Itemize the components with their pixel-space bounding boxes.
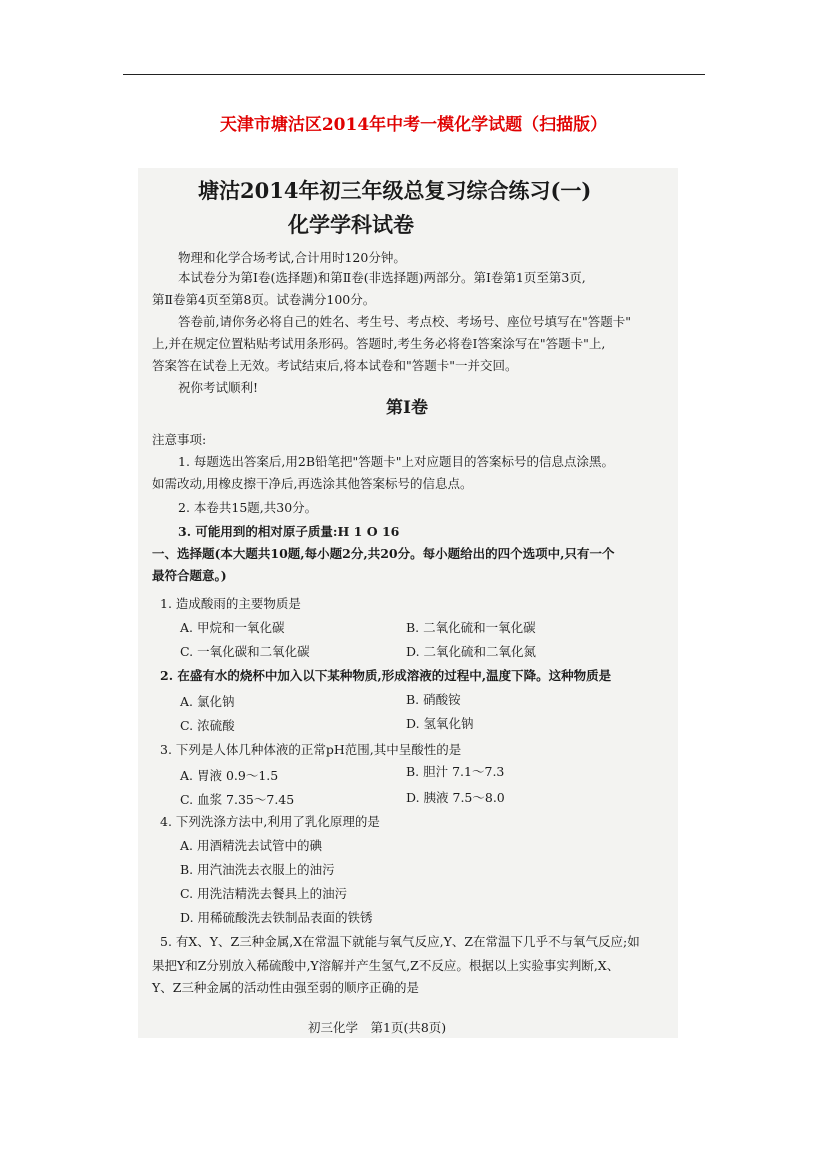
question-stem: 4. 下列洗涤方法中,利用了乳化原理的是	[160, 814, 380, 829]
note-line: 如需改动,用橡皮擦干净后,再选涂其他答案标号的信息点。	[152, 476, 473, 491]
note-line: 1. 每题选出答案后,用2B铅笔把"答题卡"上对应题目的答案标号的信息点涂黑。	[178, 454, 615, 469]
page-footer: 初三化学 第1页(共8页)	[308, 1020, 447, 1035]
option-a: A. 甲烷和一氧化碳	[180, 620, 285, 635]
intro-line: 祝你考试顺利!	[178, 380, 259, 395]
intro-line: 答卷前,请你务必将自己的姓名、考生号、考点校、考场号、座位号填写在"答题卡"	[178, 314, 631, 329]
option-c: C. 浓硫酸	[180, 718, 235, 733]
scanned-exam-page	[138, 168, 678, 1038]
question-stem: 5. 有X、Y、Z三种金属,X在常温下就能与氧气反应,Y、Z在常温下几乎不与氧气反应;如	[160, 934, 640, 949]
top-rule	[123, 74, 705, 75]
question-stem: 1. 造成酸雨的主要物质是	[160, 596, 301, 611]
option-b: B. 硝酸铵	[406, 692, 461, 707]
exam-subtitle: 化学学科试卷	[288, 212, 414, 237]
option-c: C. 一氧化碳和二氧化碳	[180, 644, 310, 659]
intro-line: 答案答在试卷上无效。考试结束后,将本试卷和"答题卡"一并交回。	[152, 358, 518, 373]
question-stem: 2. 在盛有水的烧杯中加入以下某种物质,形成溶液的过程中,温度下降。这种物质是	[160, 668, 612, 683]
section-title: 一、选择题(本大题共10题,每小题2分,共20分。每小题给出的四个选项中,只有一个	[152, 546, 615, 561]
option-d: D. 二氧化硫和二氧化氮	[406, 644, 537, 659]
intro-line: 第Ⅱ卷第4页至第8页。试卷满分100分。	[152, 292, 376, 307]
option-d: D. 胰液 7.5～8.0	[406, 790, 505, 805]
note-line: 2. 本卷共15题,共30分。	[178, 500, 318, 515]
notes-title: 注意事项:	[152, 432, 207, 447]
option-c: C. 血浆 7.35～7.45	[180, 792, 295, 807]
question-stem: 3. 下列是人体几种体液的正常pH范围,其中呈酸性的是	[160, 742, 462, 757]
volume-title: 第Ⅰ卷	[386, 398, 428, 418]
option-a: A. 胃液 0.9～1.5	[180, 768, 279, 783]
option-a: A. 用酒精洗去试管中的碘	[180, 838, 322, 853]
document-title: 天津市塘沽区2014年中考一模化学试题（扫描版）	[219, 115, 608, 135]
section-title: 最符合题意。)	[152, 568, 227, 583]
question-stem: 果把Y和Z分别放入稀硫酸中,Y溶解并产生氢气,Z不反应。根据以上实验事实判断,X、	[152, 958, 620, 973]
intro-line: 物理和化学合场考试,合计用时120分钟。	[178, 250, 406, 265]
option-d: D. 用稀硫酸洗去铁制品表面的铁锈	[180, 910, 373, 925]
intro-line: 上,并在规定位置粘贴考试用条形码。答题时,考生务必将卷Ⅰ答案涂写在"答题卡"上,	[152, 336, 606, 351]
intro-line: 本试卷分为第Ⅰ卷(选择题)和第Ⅱ卷(非选择题)两部分。第Ⅰ卷第1页至第3页,	[178, 270, 586, 285]
option-b: B. 用汽油洗去衣服上的油污	[180, 862, 335, 877]
exam-title: 塘沽2014年初三年级总复习综合练习(一)	[198, 178, 592, 203]
option-a: A. 氯化钠	[180, 694, 235, 709]
option-d: D. 氢氧化钠	[406, 716, 474, 731]
option-b: B. 胆汁 7.1～7.3	[406, 764, 505, 779]
question-stem: Y、Z三种金属的活动性由强至弱的顺序正确的是	[152, 980, 419, 995]
option-b: B. 二氧化硫和一氧化碳	[406, 620, 536, 635]
note-line: 3. 可能用到的相对原子质量:H 1 O 16	[178, 524, 400, 539]
option-c: C. 用洗洁精洗去餐具上的油污	[180, 886, 348, 901]
